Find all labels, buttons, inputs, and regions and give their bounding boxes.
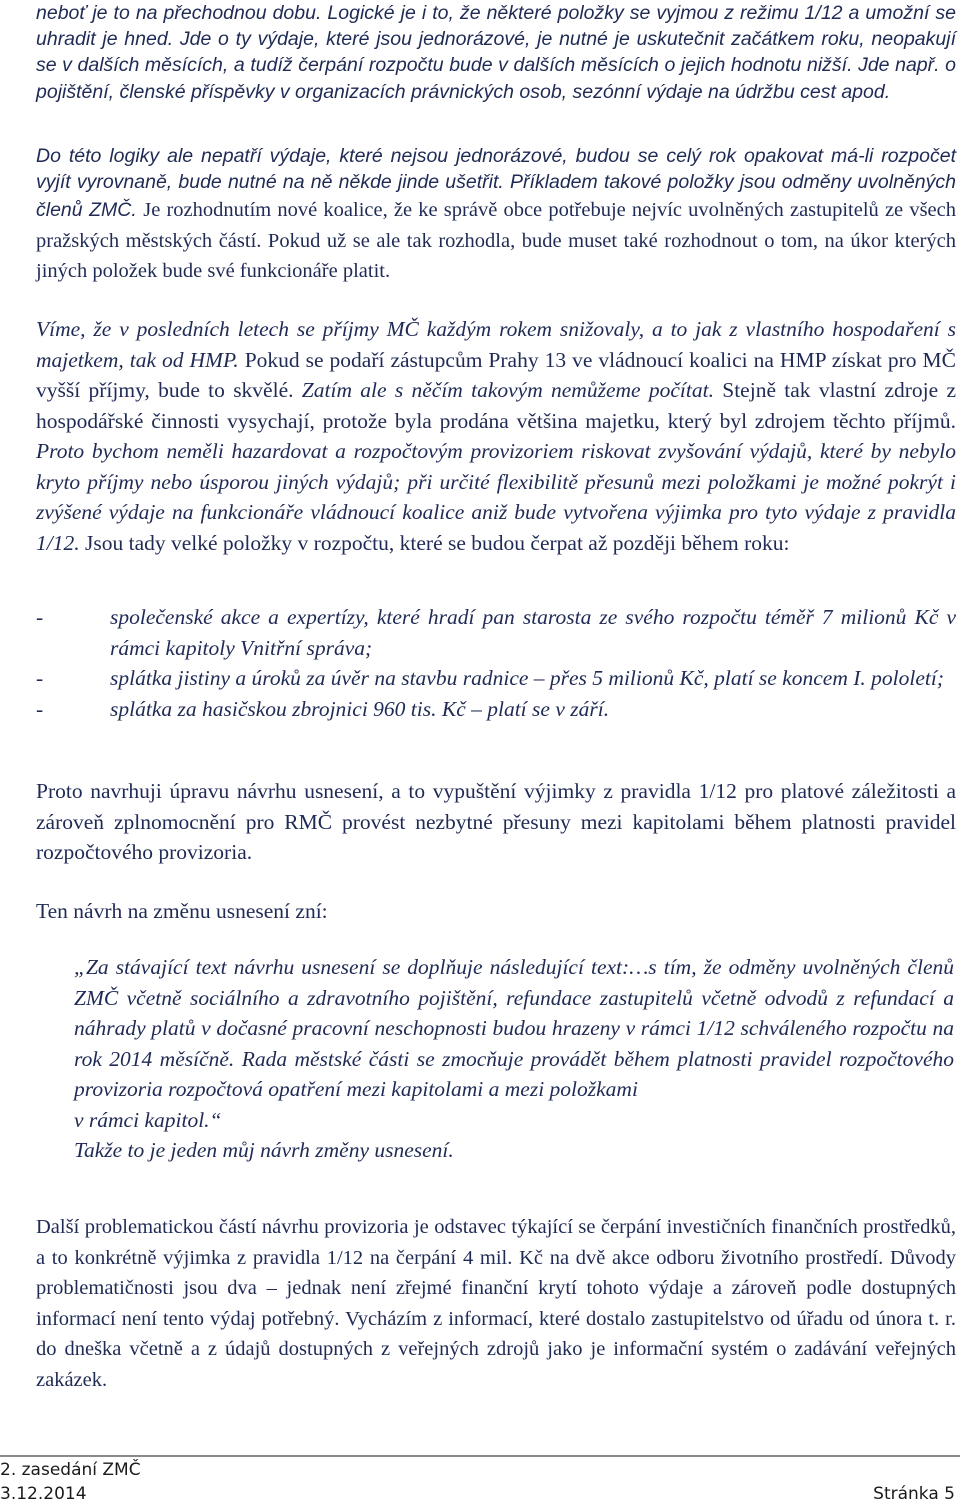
list-item-text: splátka za hasičskou zbrojnici 960 tis. Kč – platí se v září. (110, 696, 610, 721)
amendment-quote (74, 952, 954, 1166)
paragraph-proposal: Proto navrhuji úpravu návrhu usnesení, a to vypuštění výjimky z pravidla 1/12 pro platové záležitosti a zároveň zplnomocnění pro RMČ provést nezbytné přesuny mezi kapitolami během platnosti pravidel rozpočtového provizoria. (36, 779, 956, 864)
income-text-e: Proto bychom neměli hazardovat a rozpočtovým provizoriem riskovat zvyšování výdajů, které by nebylo kryto příjmy nebo úsporou jiných výdajů; při určité flexibilitě přesunů mezi položkami je možné pokrýt i zvýšené výdaje na funkcionáře vládnoucí koalice aniž bude vytvořena výjimka pro tyto výdaje z pravidla 1/12. (36, 439, 956, 555)
paragraph-intro (36, 0, 956, 105)
list-item (36, 663, 956, 694)
expense-list (36, 602, 956, 724)
list-dash: - (36, 666, 44, 690)
quote-text: „Za stávající text návrhu usnesení se doplňuje následující text:…s tím, že odměny uvolněných členů ZMČ včetně sociálního a zdravotního pojištění, refundace zastupitelů včetně odvodů z refundací a náhrady platů v dočasné pracovní neschopnosti budou hrazeny v rámci 1/12 schváleného rozpočtu na rok 2014 měsíčně. Rada městské části se zmocňuje provádět během platnosti pravidel rozpočtového provizoria rozpočtová opatření mezi kapitolami a mezi položkami (74, 955, 954, 1101)
footer-date: 3.12.2014 (0, 1484, 87, 1504)
paragraph-proposal-intro: Ten návrh na změnu usnesení zní: (36, 899, 328, 923)
footer-page-number: Stránka 5 (873, 1484, 955, 1504)
paragraph-intro-text: neboť je to na přechodnou dobu. Logické je i to, že některé položky se vyjmou z režimu 1/12 a umožní se uhradit je hned. Jde o ty výdaje, které jsou jednorázové, je nutné je uskutečnit začátkem roku, neopakují se v dalších měsících, a tudíž čerpání rozpočtu bude v dalších měsících o jejich hodnotu nižší. Jde např. o pojištění, členské příspěvky v organizacích právnických osob, sezónní výdaje na údržbu cest apod. (36, 2, 956, 103)
paragraph-income (36, 314, 956, 558)
income-text-b: Pokud se podaří zástupcům Prahy 13 ve vládnoucí koalici na HMP získat pro MČ vyšší příjmy, bude to skvělé. (36, 347, 956, 402)
quote-closing: Takže to je jeden můj návrh změny usnesení. (74, 1138, 454, 1162)
list-item (36, 602, 956, 663)
list-item-text: společenské akce a expertízy, které hradí pan starosta ze svého rozpočtu téměř 7 milionů Kč v rámci kapitoly Vnitřní správa; (110, 605, 956, 660)
list-dash: - (36, 605, 44, 629)
income-text-d: Stejně tak vlastní zdroje z hospodářské činnosti vysychají, protože byla prodána většina majetku, který byl zdrojem těchto příjmů. (36, 378, 957, 433)
list-dash: - (36, 696, 44, 721)
income-text-f: Jsou tady velké položky v rozpočtu, které se budou čerpat až později během roku: (84, 530, 790, 555)
quote-text-end: v rámci kapitol.“ (74, 1107, 222, 1132)
footer-divider (0, 1455, 960, 1457)
list-item (36, 694, 956, 725)
paragraph-investment: Další problematickou částí návrhu provizoria je odstavec týkající se čerpání investičních finančních prostředků, a to konkrétně výjimka z pravidla 1/12 na čerpání 4 mil. Kč na dvě akce odboru životního prostředí. Důvody problematičnosti jsou dva – jednak není zřejmé finanční krytí tohoto výdaje a zároveň podle dostupných informací není tento výdaj potřebný. Vycházím z informací, které dostalo zastupitelstvo od úřadu od února t. r. do dneška včetně a z údajů dostupných z veřejných zdrojů jako je informační systém o zadávání veřejných zakázek. (36, 1216, 956, 1391)
paragraph-logic-text: Do této logiky ale nepatří výdaje, které nejsou jednorázové, budou se celý rok opakovat má-li rozpočet vyjít vyrovnaně, bude nutné na ně někde jinde ušetřit. Příkladem takové položky jsou odměny uvolněných členů ZMČ. (36, 145, 956, 222)
paragraph-logic-text-2: Je rozhodnutím nové koalice, že ke správě obce potřebuje nejvíc uvolněných zastupitelů ze všech pražských městských částí. Pokud už se ale tak rozhodla, bude muset také rozhodnout o tom, na úkor kterých jiných položek bude své funkcionáře platit. (36, 199, 957, 283)
footer-meeting-title: 2. zasedání ZMČ (0, 1460, 141, 1480)
income-text-a: Víme, že v posledních letech se příjmy MČ každým rokem snižovaly, a to jak z vlastního hospodaření s majetkem, tak od HMP. (36, 317, 956, 372)
income-text-c: Zatím ale s něčím takovým nemůžeme počítat. (301, 378, 714, 402)
list-item-text: splátka jistiny a úroků za úvěr na stavbu radnice – přes 5 milionů Kč, platí se koncem I. pololetí; (110, 666, 944, 690)
paragraph-logic (36, 143, 956, 287)
